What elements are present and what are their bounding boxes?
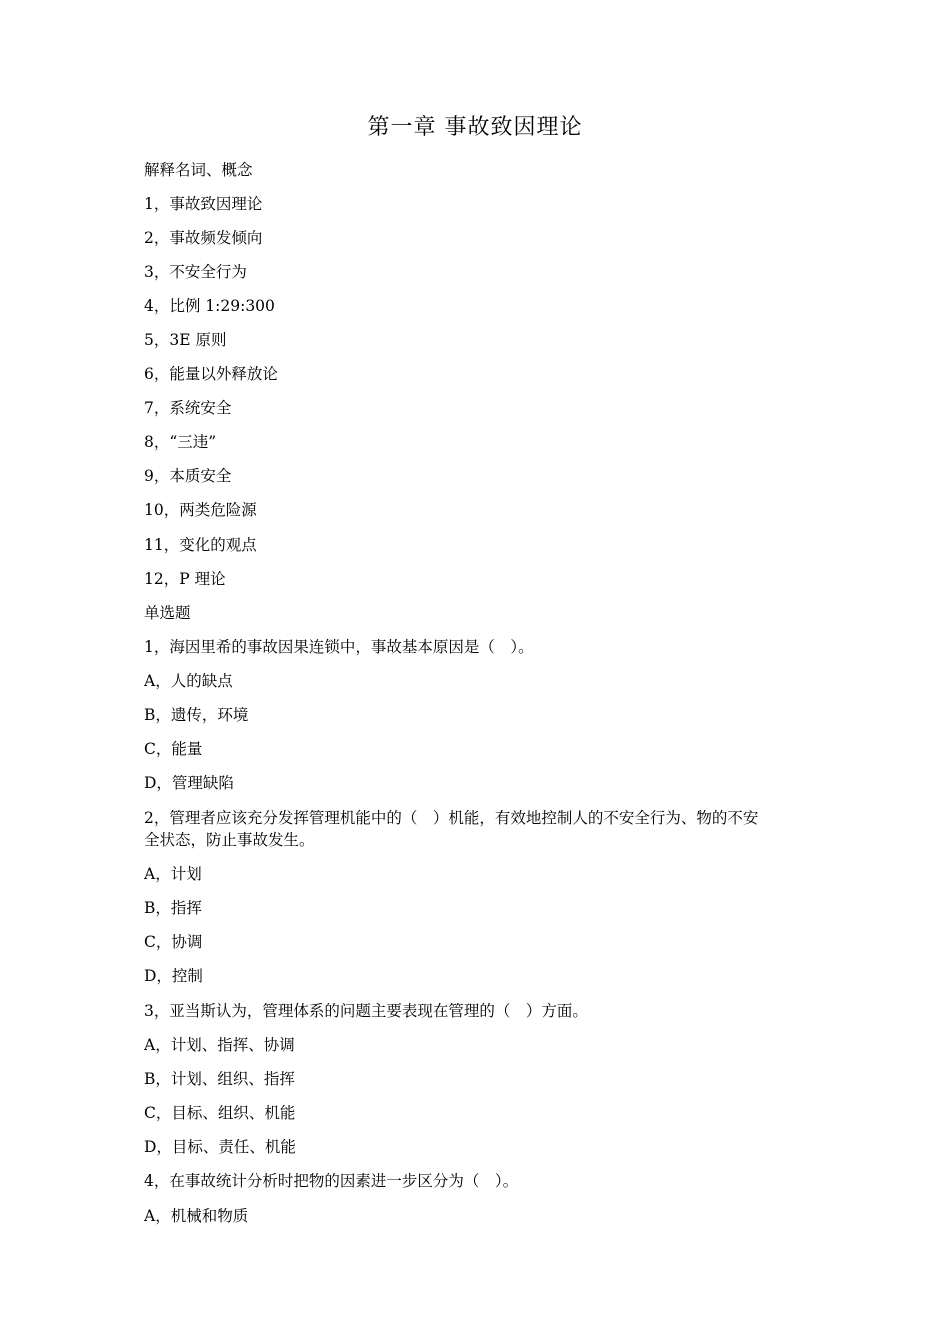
option: A，机械和物质 xyxy=(144,1207,249,1225)
option: D，目标、责任、机能 xyxy=(144,1138,296,1156)
term-item: 9，本质安全 xyxy=(144,467,232,485)
term-item: 6，能量以外释放论 xyxy=(144,365,278,383)
term-item: 10，两类危险源 xyxy=(144,501,257,519)
option: D，管理缺陷 xyxy=(144,774,234,792)
option: C，目标、组织、机能 xyxy=(144,1104,296,1122)
question-4: 4，在事故统计分析时把物的因素进一步区分为（ ）。 xyxy=(144,1172,519,1190)
term-item: 5，3E 原则 xyxy=(144,331,227,349)
term-item: 2，事故频发倾向 xyxy=(144,229,263,247)
question-2-line-2: 全状态，防止事故发生。 xyxy=(144,831,315,849)
option: A，人的缺点 xyxy=(144,672,233,690)
term-item: 11，变化的观点 xyxy=(144,536,257,554)
option: A，计划、指挥、协调 xyxy=(144,1036,295,1054)
term-item: 12，P 理论 xyxy=(144,570,226,588)
option: A，计划 xyxy=(144,865,202,883)
option: B，指挥 xyxy=(144,899,202,917)
term-item: 4，比例 1:29:300 xyxy=(144,297,275,315)
question-1: 1，海因里希的事故因果连锁中，事故基本原因是（ ）。 xyxy=(144,638,534,656)
question-3: 3，亚当斯认为，管理体系的问题主要表现在管理的（ ）方面。 xyxy=(144,1002,588,1020)
option: D，控制 xyxy=(144,967,203,985)
option: C，能量 xyxy=(144,740,203,758)
option: C，协调 xyxy=(144,933,203,951)
chapter-title: 第一章 事故致因理论 xyxy=(367,115,583,140)
option: B，计划、组织、指挥 xyxy=(144,1070,295,1088)
question-2-line-1: 2，管理者应该充分发挥管理机能中的（ ）机能，有效地控制人的不安全行为、物的不安 xyxy=(144,809,759,827)
term-item: 8，“三违” xyxy=(144,433,217,451)
term-item: 1，事故致因理论 xyxy=(144,195,263,213)
section-heading-terms: 解释名词、概念 xyxy=(144,161,253,179)
section-heading-single-choice: 单选题 xyxy=(144,604,191,622)
option: B，遗传，环境 xyxy=(144,706,249,724)
term-item: 3，不安全行为 xyxy=(144,263,247,281)
term-item: 7，系统安全 xyxy=(144,399,232,417)
